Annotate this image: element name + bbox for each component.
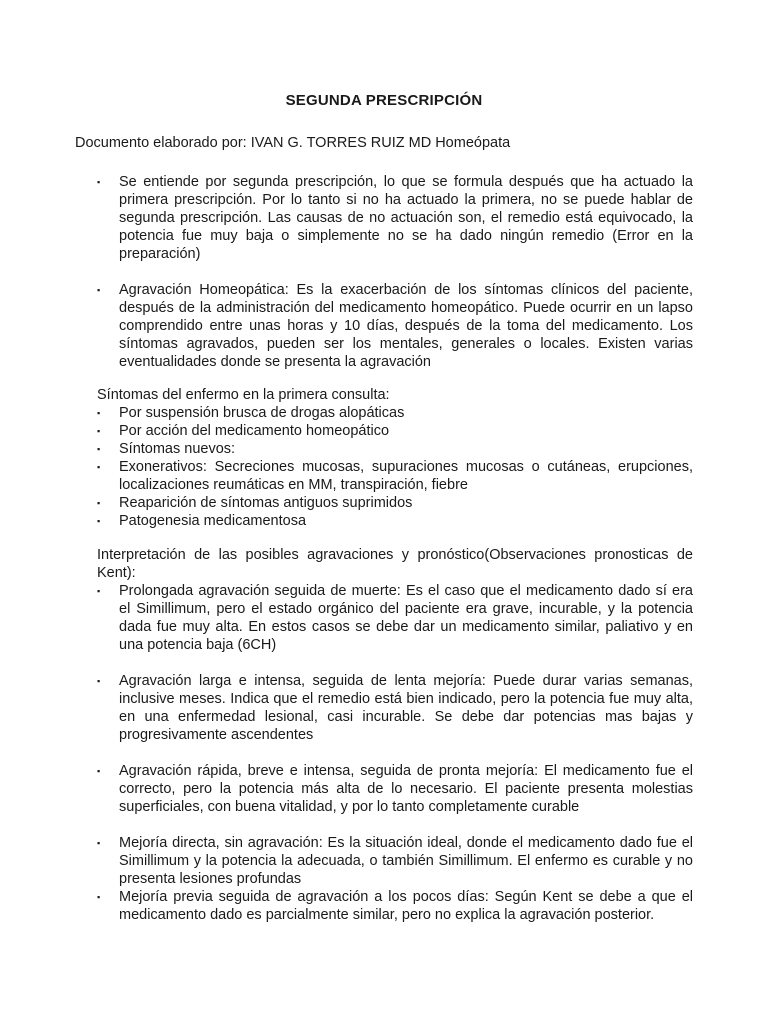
list-item <box>97 494 693 512</box>
list-item <box>97 422 693 440</box>
list-item-text: Síntomas nuevos: <box>119 441 236 457</box>
list-item-text: Mejoría directa, sin agravación: Es la situación ideal, donde el medicamento dado fue el Simillimum y la potencia la adecuada, o también Simillimum. El enfermo es curable y no presenta lesiones profundas <box>119 835 693 887</box>
list-item-text: Prolongada agravación seguida de muerte: Es el caso que el medicamento dado sí era el Simillimum, pero el estado orgánico del paciente era grave, incurable, y la potencia dada fue muy alta. En estos casos se debe dar un medicamento similar, paliativo y en una potencia baja (6CH) <box>119 583 693 653</box>
bullet-icon: ▪ <box>97 838 101 848</box>
list-item <box>97 888 693 924</box>
list-item-text: Reaparición de síntomas antiguos suprimidos <box>119 495 413 511</box>
interpretacion-section <box>97 546 693 924</box>
list-item-text: Agravación rápida, breve e intensa, seguida de pronta mejoría: El medicamento fue el correcto, pero la potencia más alta de lo necesario. El paciente presenta molestias superficiales, con buena vitalidad, y por lo tanto completamente curable <box>119 763 693 815</box>
list-item-text: Por acción del medicamento homeopático <box>119 423 390 439</box>
list-item <box>97 281 693 371</box>
list-item <box>97 440 693 458</box>
bullet-icon: ▪ <box>97 892 101 902</box>
list-item <box>97 458 693 494</box>
list-item-text: Mejoría previa seguida de agravación a los pocos días: Según Kent se debe a que el medicamento dado es parcialmente similar, pero no explica la agravación posterior. <box>119 889 693 923</box>
intro-list <box>97 173 693 371</box>
list-item-text: Agravación Homeopática: Es la exacerbación de los síntomas clínicos del paciente, después de la administración del medicamento homeopático. Puede ocurrir en un lapso comprendido entre unas horas y 10 días, después de la toma del medicamento. Los síntomas agravados, pueden ser los mentales, generales o locales. Existen varias eventualidades donde se presenta la agravación <box>119 282 693 370</box>
list-item-text: Exonerativos: Secreciones mucosas, supuraciones mucosas o cutáneas, erupciones, localizaciones reumáticas en MM, transpiración, fiebre <box>119 459 693 493</box>
list-item-text: Agravación larga e intensa, seguida de lenta mejoría: Puede durar varias semanas, inclusive meses. Indica que el remedio está bien indicado, pero la potencia fue muy alta, en una enfermedad lesional, casi incurable. Se debe dar potencias mas bajas y progresivamente ascendentes <box>119 673 693 743</box>
bullet-icon: ▪ <box>97 676 101 686</box>
bullet-icon: ▪ <box>97 498 101 508</box>
list-item-text: Por suspensión brusca de drogas alopáticas <box>119 405 405 421</box>
sintomas-section <box>97 386 693 530</box>
intro-section <box>97 173 693 371</box>
author-line: Documento elaborado por: IVAN G. TORRES RUIZ MD Homeópata <box>75 135 511 151</box>
list-item <box>97 672 693 744</box>
list-item <box>97 762 693 816</box>
bullet-icon: ▪ <box>97 444 101 454</box>
bullet-icon: ▪ <box>97 408 101 418</box>
sintomas-heading: Síntomas del enfermo en la primera consulta: <box>97 387 390 403</box>
interpretacion-list <box>97 582 693 924</box>
list-item-text: Patogenesia medicamentosa <box>119 513 307 529</box>
list-item-text: Se entiende por segunda prescripción, lo que se formula después que ha actuado la primera prescripción. Por lo tanto si no ha actuado la primera, no se puede hablar de segunda prescripción. Las causas de no actuación son, el remedio está equivocado, la potencia fue muy baja o simplemente no se ha dado ningún remedio (Error en la preparación) <box>119 174 693 262</box>
list-item <box>97 834 693 888</box>
bullet-icon: ▪ <box>97 766 101 776</box>
sintomas-list <box>97 404 693 530</box>
interpretacion-heading: Interpretación de las posibles agravaciones y pronóstico(Observaciones pronosticas de Kent): <box>97 547 693 581</box>
list-item <box>97 404 693 422</box>
list-item <box>97 512 693 530</box>
bullet-icon: ▪ <box>97 586 101 596</box>
page-title: SEGUNDA PRESCRIPCIÓN <box>285 92 483 109</box>
bullet-icon: ▪ <box>97 177 101 187</box>
bullet-icon: ▪ <box>97 285 101 295</box>
bullet-icon: ▪ <box>97 426 101 436</box>
bullet-icon: ▪ <box>97 462 101 472</box>
list-item <box>97 173 693 263</box>
bullet-icon: ▪ <box>97 516 101 526</box>
list-item <box>97 582 693 654</box>
